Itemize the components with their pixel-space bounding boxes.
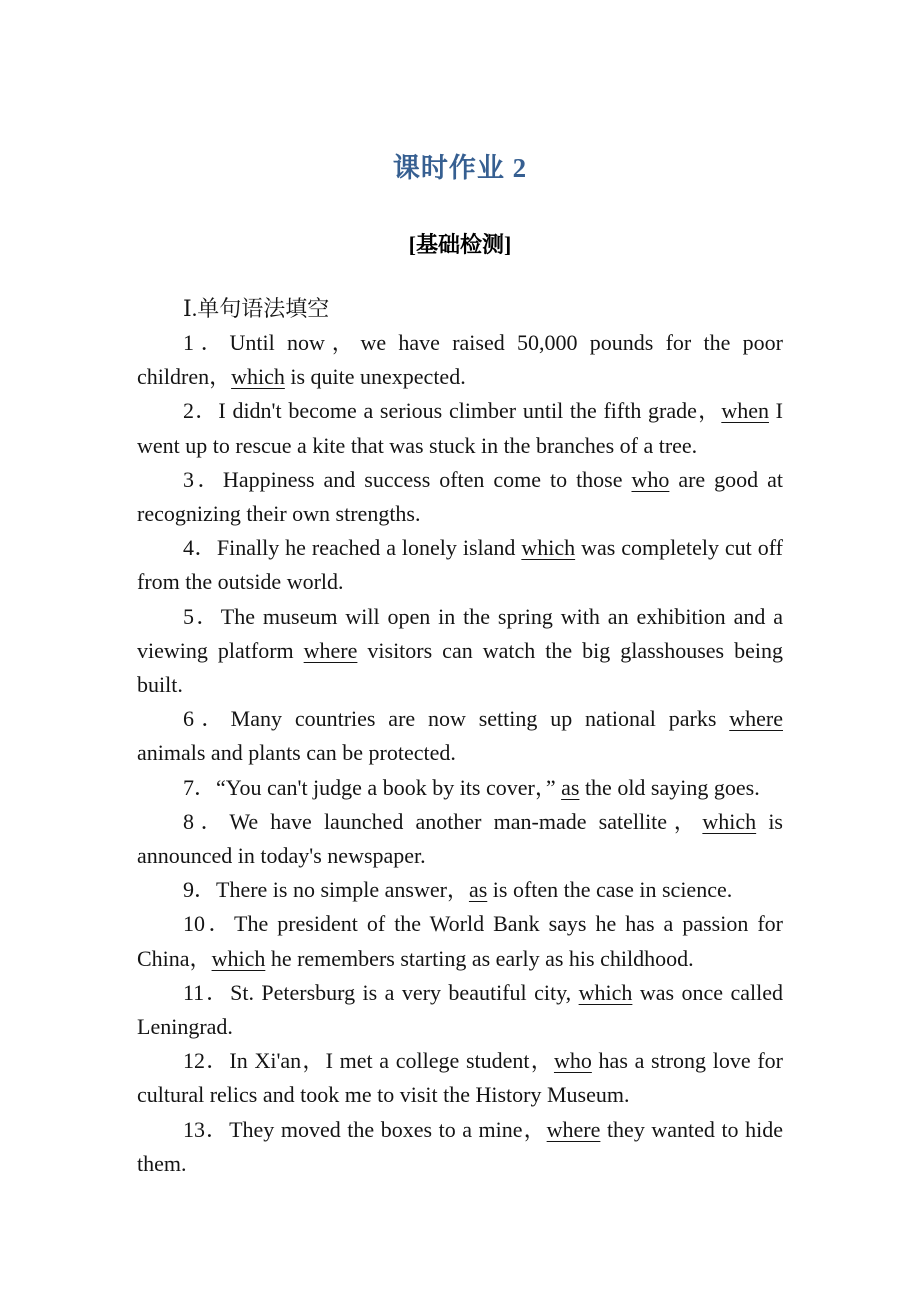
sentence-text: 1．Until now，we have raised 50,000 pounds for the poor children， (137, 330, 783, 390)
sentence-text: animals and plants can be protected. (137, 740, 456, 766)
answer-blank: which (702, 808, 757, 834)
exercise-item-3 (137, 463, 783, 531)
exercise-item-4 (137, 531, 783, 599)
sentence-text: has a strong love for cultural relics and took me to visit the History Museum. (137, 1048, 783, 1108)
answer-blank: where (729, 706, 783, 732)
sentence-text: I went up to rescue a kite that was stuck in the branches of a tree. (137, 398, 783, 458)
exercise-item-5 (137, 600, 783, 703)
sentence-text: is often the case in science. (487, 877, 733, 903)
section-heading: Ⅰ.单句语法填空 (183, 296, 330, 321)
section-banner: [基础检测] (408, 232, 512, 257)
sentence-text: they wanted to hide them. (137, 1116, 783, 1176)
sentence-text: 5．The museum will open in the spring with an exhibition and a viewing platform (137, 603, 783, 663)
answer-blank: which (521, 535, 576, 561)
sentence-text: 11．St. Petersburg is a very beautiful city, (183, 979, 579, 1005)
answer-blank: as (468, 877, 488, 903)
sentence-text: are good at recognizing their own strengths. (137, 466, 784, 527)
exercise-list (137, 326, 783, 1181)
sentence-text: was completely cut off from the outside world. (137, 535, 783, 595)
sentence-text: 10．The president of the World Bank says he has a passion for China， (137, 911, 783, 971)
exercise-item-1 (137, 326, 783, 394)
sentence-text: 8．We have launched another man-made satellite， (183, 808, 703, 834)
page-title: 课时作业 2 (392, 153, 528, 183)
sentence-text: 9．There is no simple answer， (183, 877, 469, 903)
exercise-item-8 (137, 805, 783, 873)
answer-blank: who (631, 466, 670, 492)
exercise-item-10 (137, 907, 783, 975)
sentence-text: 13．They moved the boxes to a mine， (183, 1116, 547, 1142)
answer-blank: where (303, 637, 358, 663)
sentence-text: is quite unexpected. (284, 364, 466, 390)
sentence-text: visitors can watch the big glasshouses being built. (137, 637, 783, 698)
answer-blank: which (578, 979, 633, 1005)
sentence-text: 6．Many countries are now setting up national parks (183, 706, 730, 732)
sentence-text: 7．“You can't judge a book by its cover，” (183, 774, 562, 800)
sentence-text: 3．Happiness and success often come to those (183, 466, 632, 492)
sentence-text: 12．In Xi'an，I met a college student， (183, 1048, 554, 1074)
answer-blank: who (553, 1048, 592, 1074)
sentence-text: is announced in today's newspaper. (137, 808, 783, 869)
answer-blank: where (546, 1116, 601, 1142)
exercise-item-2 (137, 394, 783, 462)
sentence-text: 4．Finally he reached a lonely island (183, 535, 522, 561)
answer-blank: which (211, 945, 266, 971)
answer-blank: as (561, 774, 580, 800)
sentence-text: he remembers starting as early as his childhood. (265, 945, 694, 971)
sentence-text: 2．I didn't become a serious climber until the fifth grade， (183, 398, 722, 424)
sentence-text: the old saying goes. (579, 774, 760, 800)
exercise-item-11 (137, 976, 783, 1044)
answer-blank: when (721, 398, 769, 424)
exercise-item-7 (137, 771, 783, 805)
exercise-item-12 (137, 1044, 783, 1112)
exercise-item-9 (137, 873, 783, 907)
answer-blank: which (231, 364, 285, 390)
exercise-item-6 (137, 702, 783, 770)
exercise-item-13 (137, 1113, 783, 1181)
sentence-text: was once called Leningrad. (137, 979, 784, 1040)
